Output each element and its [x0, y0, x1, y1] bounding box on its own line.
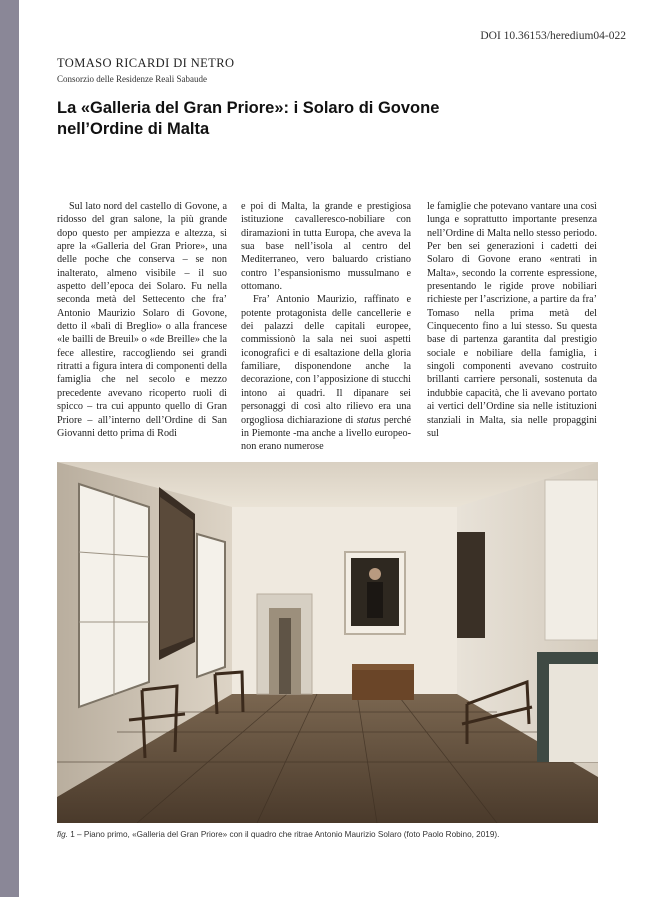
italic-term: status	[356, 414, 381, 426]
paragraph: le famiglie che potevano vantare una così lunga e soprattutto importante presenza nell’Ordine di Malta nello stesso periodo. Per ben sei generazioni i cadetti dei Solaro di Govone erano «entrati in Malta», secondo la corrente espressione, presentando le rigide prove nobiliari richieste per l’ascrizione, a partire da fra’ Tomaso nella prima metà del Cinquecento fino a lui stesso. Su questa base di partenza garantita dal prestigio sociale e nobiliare della famiglia, i singoli componenti avevano costruito brillanti carriere personali, sostenuta da indubbie capacità, che li avevano portato ai vertici dell’Ordine sia nelle istituzioni stanziali in Malta, sia nelle propaggini sul	[427, 201, 597, 439]
figure-caption	[57, 830, 617, 839]
paragraph-text: perché in Piemonte -ma anche a livello europeo- non erano numerose	[241, 414, 411, 453]
gallery-photo	[57, 462, 598, 823]
caption-text: 1 – Piano primo, «Galleria del Gran Priore» con il quadro che ritrae Antonio Maurizio Solaro (foto Paolo Robino, 2019).	[67, 830, 500, 839]
author-name: TOMASO RICARDI DI NETRO	[57, 56, 235, 70]
article-title: La «Galleria del Gran Priore»: i Solaro di Govone nell’Ordine di Malta	[57, 99, 440, 138]
paragraph-text: Fra’ Antonio Maurizio, raffinato e potente protagonista delle cancellerie e dei palazzi delle capitali europee, commissionò la sala nei suoi aspetti iconografici e di esaltazione della gloria familiare, disponendone anche la decorazione, con l’apposizione di stucchi intono ai quadri. Il dipanare sei personaggi di così alto rilievo era una orgogliosa dichiarazione di	[241, 294, 411, 426]
figure-label: fig.	[57, 830, 68, 839]
text-column-2	[241, 200, 411, 454]
page-edge-bar	[0, 0, 19, 897]
paragraph: e poi di Malta, la grande e prestigiosa istituzione cavalleresco-nobiliare con diramazioni in tutta Europa, che aveva la sua base nell’isola al centro del Mediterraneo, vero baluardo cristiano contro l’espansionismo mussulmano e ottomano.	[241, 201, 411, 293]
text-column-1	[57, 200, 227, 440]
author-affiliation: Consorzio delle Residenze Reali Sabaude	[57, 74, 207, 84]
text-column-3	[427, 200, 597, 440]
paragraph	[241, 293, 411, 453]
paragraph: Sul lato nord del castello di Govone, a ridosso del gran salone, la più grande dopo questo per ampiezza e altezza, si apre la «Galleria del Gran Priore», una delle poche che conserva – se non inalterato, almeno visibile – il suo aspetto dell’epoca dei Solaro. Fu nella seconda metà del Settecento che fra’ Antonio Maurizio Solaro di Govone, detto il «balì di Breglio» o alla francese «le bailli de Breuil» o «de Breille» che la fece allestire, raccogliendo sei grandi ritratti a figura intera di componenti della famiglia che nel secolo e mezzo precedente avevano ricoperto ruoli di spicco – tra cui appunto quello di Gran Priore – all’interno dell’Ordine di San Giovanni detto prima di Rodi	[57, 201, 227, 439]
doi-label: DOI 10.36153/heredium04-022	[480, 30, 626, 42]
